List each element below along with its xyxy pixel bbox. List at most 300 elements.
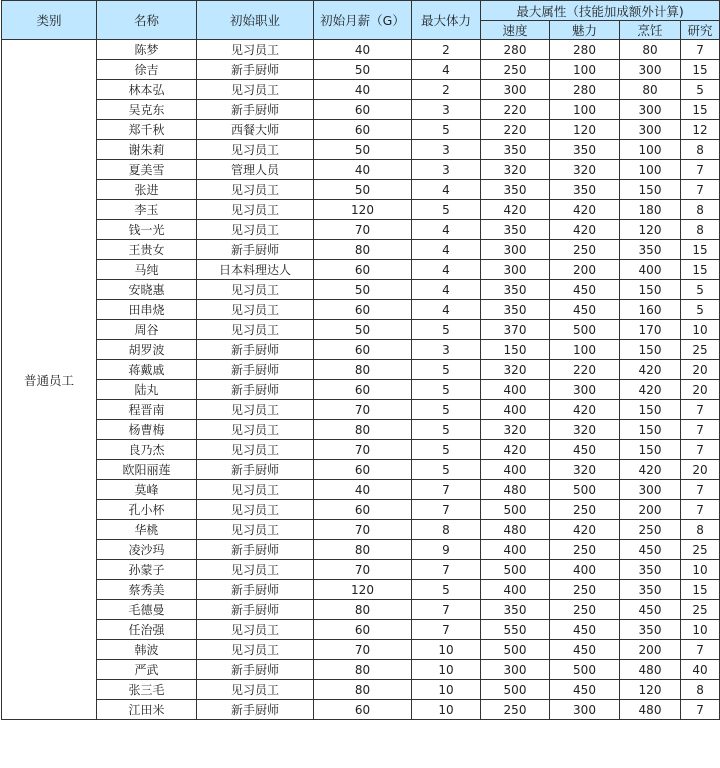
name-cell: 王贵女	[97, 240, 197, 260]
job-cell: 西餐大师	[197, 120, 314, 140]
speed-cell: 350	[481, 280, 550, 300]
cooking-cell: 450	[620, 540, 681, 560]
job-cell: 新手厨师	[197, 60, 314, 80]
stamina-cell: 4	[412, 60, 481, 80]
cooking-cell: 480	[620, 700, 681, 720]
header-max-attributes: 最大属性（技能加成额外计算)	[481, 1, 720, 21]
table-row	[2, 160, 720, 180]
research-cell: 8	[681, 680, 720, 700]
name-cell: 郑千秋	[97, 120, 197, 140]
charm-cell: 500	[550, 320, 620, 340]
table-row	[2, 500, 720, 520]
research-cell: 7	[681, 400, 720, 420]
research-cell: 8	[681, 140, 720, 160]
charm-cell: 250	[550, 240, 620, 260]
stamina-cell: 4	[412, 180, 481, 200]
header-stamina: 最大体力	[412, 1, 481, 40]
research-cell: 25	[681, 540, 720, 560]
salary-cell: 80	[314, 360, 412, 380]
name-cell: 陆丸	[97, 380, 197, 400]
job-cell: 见习员工	[197, 640, 314, 660]
research-cell: 7	[681, 500, 720, 520]
research-cell: 10	[681, 320, 720, 340]
salary-cell: 60	[314, 340, 412, 360]
speed-cell: 320	[481, 420, 550, 440]
research-cell: 7	[681, 420, 720, 440]
job-cell: 见习员工	[197, 500, 314, 520]
research-cell: 7	[681, 480, 720, 500]
research-cell: 7	[681, 700, 720, 720]
salary-cell: 50	[314, 60, 412, 80]
speed-cell: 500	[481, 640, 550, 660]
job-cell: 见习员工	[197, 300, 314, 320]
cooking-cell: 400	[620, 260, 681, 280]
job-cell: 见习员工	[197, 180, 314, 200]
stamina-cell: 3	[412, 140, 481, 160]
stamina-cell: 5	[412, 320, 481, 340]
salary-cell: 50	[314, 180, 412, 200]
name-cell: 毛德曼	[97, 600, 197, 620]
research-cell: 5	[681, 80, 720, 100]
job-cell: 新手厨师	[197, 600, 314, 620]
table-row	[2, 680, 720, 700]
header-charm: 魅力	[550, 21, 620, 40]
name-cell: 程晋南	[97, 400, 197, 420]
charm-cell: 250	[550, 540, 620, 560]
stamina-cell: 7	[412, 480, 481, 500]
stamina-cell: 4	[412, 280, 481, 300]
table-row	[2, 100, 720, 120]
cooking-cell: 300	[620, 100, 681, 120]
cooking-cell: 350	[620, 240, 681, 260]
speed-cell: 350	[481, 600, 550, 620]
name-cell: 凌沙玛	[97, 540, 197, 560]
research-cell: 7	[681, 180, 720, 200]
job-cell: 新手厨师	[197, 700, 314, 720]
job-cell: 新手厨师	[197, 100, 314, 120]
charm-cell: 280	[550, 40, 620, 60]
salary-cell: 70	[314, 640, 412, 660]
charm-cell: 420	[550, 400, 620, 420]
stamina-cell: 5	[412, 200, 481, 220]
research-cell: 25	[681, 600, 720, 620]
speed-cell: 400	[481, 400, 550, 420]
stamina-cell: 10	[412, 700, 481, 720]
salary-cell: 60	[314, 300, 412, 320]
job-cell: 管理人员	[197, 160, 314, 180]
speed-cell: 500	[481, 500, 550, 520]
table-row	[2, 660, 720, 680]
speed-cell: 320	[481, 160, 550, 180]
table-row	[2, 80, 720, 100]
cooking-cell: 420	[620, 460, 681, 480]
charm-cell: 250	[550, 600, 620, 620]
speed-cell: 300	[481, 80, 550, 100]
research-cell: 8	[681, 200, 720, 220]
job-cell: 见习员工	[197, 220, 314, 240]
research-cell: 20	[681, 460, 720, 480]
salary-cell: 60	[314, 380, 412, 400]
salary-cell: 70	[314, 400, 412, 420]
name-cell: 林本弘	[97, 80, 197, 100]
charm-cell: 450	[550, 300, 620, 320]
stamina-cell: 5	[412, 380, 481, 400]
salary-cell: 80	[314, 420, 412, 440]
cooking-cell: 150	[620, 440, 681, 460]
table-row	[2, 300, 720, 320]
cooking-cell: 160	[620, 300, 681, 320]
cooking-cell: 200	[620, 500, 681, 520]
salary-cell: 120	[314, 580, 412, 600]
header-cooking: 烹饪	[620, 21, 681, 40]
cooking-cell: 150	[620, 340, 681, 360]
cooking-cell: 120	[620, 220, 681, 240]
name-cell: 蔡秀美	[97, 580, 197, 600]
cooking-cell: 170	[620, 320, 681, 340]
name-cell: 夏美雪	[97, 160, 197, 180]
speed-cell: 480	[481, 520, 550, 540]
job-cell: 见习员工	[197, 520, 314, 540]
salary-cell: 60	[314, 700, 412, 720]
cooking-cell: 350	[620, 560, 681, 580]
stamina-cell: 2	[412, 80, 481, 100]
job-cell: 见习员工	[197, 400, 314, 420]
speed-cell: 400	[481, 380, 550, 400]
stamina-cell: 4	[412, 220, 481, 240]
stamina-cell: 10	[412, 680, 481, 700]
cooking-cell: 200	[620, 640, 681, 660]
speed-cell: 150	[481, 340, 550, 360]
charm-cell: 450	[550, 620, 620, 640]
salary-cell: 60	[314, 100, 412, 120]
charm-cell: 500	[550, 660, 620, 680]
charm-cell: 420	[550, 220, 620, 240]
salary-cell: 80	[314, 540, 412, 560]
job-cell: 见习员工	[197, 280, 314, 300]
table-row	[2, 580, 720, 600]
name-cell: 吴克东	[97, 100, 197, 120]
charm-cell: 250	[550, 500, 620, 520]
cooking-cell: 150	[620, 180, 681, 200]
research-cell: 8	[681, 220, 720, 240]
table-row	[2, 400, 720, 420]
stamina-cell: 4	[412, 300, 481, 320]
speed-cell: 320	[481, 360, 550, 380]
stamina-cell: 5	[412, 360, 481, 380]
salary-cell: 60	[314, 500, 412, 520]
name-cell: 胡罗波	[97, 340, 197, 360]
speed-cell: 350	[481, 220, 550, 240]
name-cell: 李玉	[97, 200, 197, 220]
research-cell: 15	[681, 260, 720, 280]
table-row	[2, 560, 720, 580]
speed-cell: 350	[481, 180, 550, 200]
salary-cell: 40	[314, 40, 412, 60]
salary-cell: 60	[314, 460, 412, 480]
header-research: 研究	[681, 21, 720, 40]
charm-cell: 320	[550, 460, 620, 480]
speed-cell: 550	[481, 620, 550, 640]
table-row	[2, 600, 720, 620]
salary-cell: 50	[314, 320, 412, 340]
research-cell: 5	[681, 280, 720, 300]
table-row	[2, 240, 720, 260]
name-cell: 江田米	[97, 700, 197, 720]
stamina-cell: 5	[412, 440, 481, 460]
name-cell: 谢朱莉	[97, 140, 197, 160]
research-cell: 25	[681, 340, 720, 360]
table-row	[2, 260, 720, 280]
job-cell: 见习员工	[197, 80, 314, 100]
speed-cell: 250	[481, 700, 550, 720]
name-cell: 徐吉	[97, 60, 197, 80]
research-cell: 12	[681, 120, 720, 140]
research-cell: 8	[681, 520, 720, 540]
name-cell: 安晓惠	[97, 280, 197, 300]
charm-cell: 450	[550, 280, 620, 300]
stamina-cell: 5	[412, 120, 481, 140]
stamina-cell: 4	[412, 240, 481, 260]
job-cell: 新手厨师	[197, 340, 314, 360]
cooking-cell: 150	[620, 280, 681, 300]
charm-cell: 100	[550, 100, 620, 120]
staff-table-body	[2, 40, 720, 720]
table-row	[2, 120, 720, 140]
stamina-cell: 2	[412, 40, 481, 60]
research-cell: 15	[681, 100, 720, 120]
cooking-cell: 350	[620, 580, 681, 600]
header-name: 名称	[97, 1, 197, 40]
stamina-cell: 10	[412, 660, 481, 680]
speed-cell: 500	[481, 680, 550, 700]
charm-cell: 500	[550, 480, 620, 500]
charm-cell: 250	[550, 580, 620, 600]
stamina-cell: 9	[412, 540, 481, 560]
speed-cell: 350	[481, 300, 550, 320]
research-cell: 15	[681, 60, 720, 80]
speed-cell: 420	[481, 440, 550, 460]
table-row	[2, 700, 720, 720]
charm-cell: 450	[550, 440, 620, 460]
table-row	[2, 480, 720, 500]
cooking-cell: 420	[620, 360, 681, 380]
speed-cell: 300	[481, 260, 550, 280]
table-row	[2, 140, 720, 160]
header-category: 类别	[2, 1, 97, 40]
cooking-cell: 300	[620, 480, 681, 500]
research-cell: 7	[681, 40, 720, 60]
charm-cell: 350	[550, 140, 620, 160]
stamina-cell: 7	[412, 500, 481, 520]
job-cell: 日本料理达人	[197, 260, 314, 280]
charm-cell: 100	[550, 340, 620, 360]
job-cell: 新手厨师	[197, 660, 314, 680]
salary-cell: 80	[314, 240, 412, 260]
salary-cell: 120	[314, 200, 412, 220]
speed-cell: 220	[481, 100, 550, 120]
name-cell: 孙蒙子	[97, 560, 197, 580]
table-row	[2, 200, 720, 220]
salary-cell: 80	[314, 600, 412, 620]
table-row	[2, 180, 720, 200]
cooking-cell: 180	[620, 200, 681, 220]
stamina-cell: 8	[412, 520, 481, 540]
job-cell: 新手厨师	[197, 580, 314, 600]
table-row	[2, 540, 720, 560]
cooking-cell: 350	[620, 620, 681, 640]
staff-table	[1, 0, 720, 720]
job-cell: 见习员工	[197, 560, 314, 580]
job-cell: 见习员工	[197, 140, 314, 160]
speed-cell: 350	[481, 140, 550, 160]
cooking-cell: 100	[620, 140, 681, 160]
charm-cell: 100	[550, 60, 620, 80]
job-cell: 新手厨师	[197, 460, 314, 480]
charm-cell: 220	[550, 360, 620, 380]
speed-cell: 420	[481, 200, 550, 220]
stamina-cell: 7	[412, 620, 481, 640]
name-cell: 周谷	[97, 320, 197, 340]
charm-cell: 400	[550, 560, 620, 580]
job-cell: 新手厨师	[197, 360, 314, 380]
stamina-cell: 7	[412, 600, 481, 620]
research-cell: 10	[681, 560, 720, 580]
name-cell: 杨曹梅	[97, 420, 197, 440]
speed-cell: 400	[481, 460, 550, 480]
name-cell: 良乃杰	[97, 440, 197, 460]
name-cell: 严武	[97, 660, 197, 680]
job-cell: 新手厨师	[197, 540, 314, 560]
name-cell: 钱一光	[97, 220, 197, 240]
charm-cell: 300	[550, 380, 620, 400]
cooking-cell: 480	[620, 660, 681, 680]
salary-cell: 80	[314, 680, 412, 700]
charm-cell: 420	[550, 200, 620, 220]
research-cell: 7	[681, 640, 720, 660]
speed-cell: 220	[481, 120, 550, 140]
cooking-cell: 420	[620, 380, 681, 400]
table-row	[2, 220, 720, 240]
category-cell: 普通员工	[2, 40, 97, 720]
salary-cell: 60	[314, 120, 412, 140]
salary-cell: 70	[314, 520, 412, 540]
table-row	[2, 280, 720, 300]
charm-cell: 280	[550, 80, 620, 100]
salary-cell: 40	[314, 480, 412, 500]
salary-cell: 60	[314, 620, 412, 640]
salary-cell: 70	[314, 440, 412, 460]
stamina-cell: 3	[412, 160, 481, 180]
header-salary: 初始月薪（G）	[314, 1, 412, 40]
name-cell: 马纯	[97, 260, 197, 280]
cooking-cell: 300	[620, 60, 681, 80]
cooking-cell: 250	[620, 520, 681, 540]
charm-cell: 320	[550, 420, 620, 440]
charm-cell: 350	[550, 180, 620, 200]
salary-cell: 60	[314, 260, 412, 280]
stamina-cell: 7	[412, 560, 481, 580]
salary-cell: 40	[314, 160, 412, 180]
speed-cell: 500	[481, 560, 550, 580]
stamina-cell: 5	[412, 400, 481, 420]
cooking-cell: 80	[620, 80, 681, 100]
table-row	[2, 460, 720, 480]
research-cell: 20	[681, 360, 720, 380]
charm-cell: 420	[550, 520, 620, 540]
job-cell: 新手厨师	[197, 380, 314, 400]
research-cell: 10	[681, 620, 720, 640]
charm-cell: 200	[550, 260, 620, 280]
table-row	[2, 360, 720, 380]
name-cell: 蒋戴戚	[97, 360, 197, 380]
research-cell: 20	[681, 380, 720, 400]
stamina-cell: 4	[412, 260, 481, 280]
stamina-cell: 3	[412, 100, 481, 120]
table-row	[2, 40, 720, 60]
salary-cell: 40	[314, 80, 412, 100]
charm-cell: 320	[550, 160, 620, 180]
table-row	[2, 520, 720, 540]
job-cell: 见习员工	[197, 440, 314, 460]
name-cell: 田串烧	[97, 300, 197, 320]
job-cell: 见习员工	[197, 480, 314, 500]
job-cell: 见习员工	[197, 40, 314, 60]
table-row	[2, 340, 720, 360]
research-cell: 7	[681, 440, 720, 460]
job-cell: 见习员工	[197, 620, 314, 640]
table-row	[2, 620, 720, 640]
charm-cell: 120	[550, 120, 620, 140]
speed-cell: 480	[481, 480, 550, 500]
name-cell: 陈梦	[97, 40, 197, 60]
research-cell: 15	[681, 240, 720, 260]
header-speed: 速度	[481, 21, 550, 40]
speed-cell: 250	[481, 60, 550, 80]
cooking-cell: 300	[620, 120, 681, 140]
research-cell: 15	[681, 580, 720, 600]
job-cell: 见习员工	[197, 200, 314, 220]
cooking-cell: 150	[620, 420, 681, 440]
speed-cell: 300	[481, 660, 550, 680]
table-row	[2, 440, 720, 460]
cooking-cell: 450	[620, 600, 681, 620]
speed-cell: 400	[481, 580, 550, 600]
cooking-cell: 100	[620, 160, 681, 180]
table-row	[2, 320, 720, 340]
name-cell: 莫峰	[97, 480, 197, 500]
salary-cell: 80	[314, 660, 412, 680]
name-cell: 欧阳丽莲	[97, 460, 197, 480]
cooking-cell: 150	[620, 400, 681, 420]
research-cell: 7	[681, 160, 720, 180]
table-row	[2, 60, 720, 80]
cooking-cell: 120	[620, 680, 681, 700]
charm-cell: 450	[550, 640, 620, 660]
salary-cell: 70	[314, 560, 412, 580]
name-cell: 韩波	[97, 640, 197, 660]
job-cell: 见习员工	[197, 680, 314, 700]
speed-cell: 370	[481, 320, 550, 340]
job-cell: 见习员工	[197, 320, 314, 340]
stamina-cell: 10	[412, 640, 481, 660]
stamina-cell: 3	[412, 340, 481, 360]
table-row	[2, 640, 720, 660]
stamina-cell: 5	[412, 420, 481, 440]
name-cell: 华桃	[97, 520, 197, 540]
table-row	[2, 380, 720, 400]
charm-cell: 300	[550, 700, 620, 720]
research-cell: 5	[681, 300, 720, 320]
